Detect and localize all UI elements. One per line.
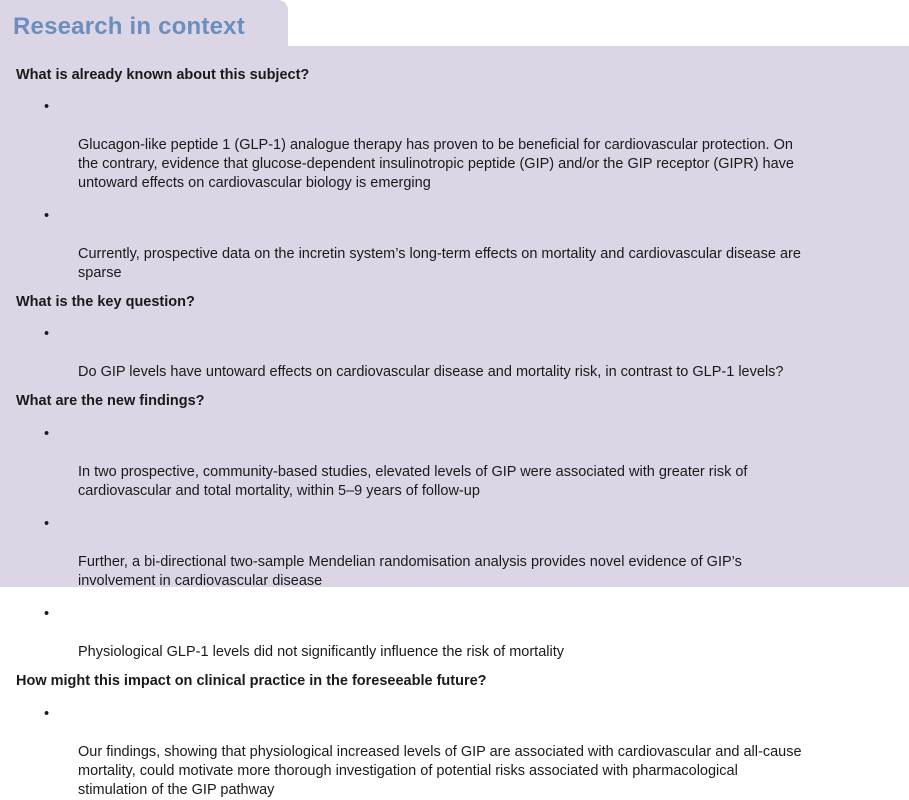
section-heading-known: What is already known about this subject? [16,67,310,83]
bullet-icon: • [44,326,50,342]
bullet-list-known [16,98,895,283]
page-title: Research in context [13,13,245,40]
bullet-icon: • [44,606,50,622]
bullet-text: Our findings, showing that physiological increased levels of GIP are associated with cardiovascular and all-cause mortality, could motivate more thorough investigation of potential risks associated with pharmacological stimulation of the GIP pathway [78,744,802,798]
bullet-icon: • [44,208,50,224]
list-item [16,98,895,193]
bullet-icon: • [44,99,50,115]
section-heading-key-question: What is the key question? [16,294,195,310]
title-tab [0,0,288,46]
bullet-list-clinical-impact [16,705,895,800]
bullet-text: Glucagon-like peptide 1 (GLP-1) analogue therapy has proven to be beneficial for cardiovascular protection. On the contrary, evidence that glucose-dependent insulinotropic peptide (GIP) and/or the GIP receptor (GIPR) have untoward effects on cardiovascular biology is emerging [78,137,795,191]
bullet-icon: • [44,516,50,532]
bullet-text: Physiological GLP-1 levels did not significantly influence the risk of mortality [78,644,564,660]
section-heading-clinical-impact: How might this impact on clinical practice in the foreseeable future? [16,673,487,689]
bullet-icon: • [44,706,50,722]
section-heading-new-findings: What are the new findings? [16,393,205,409]
list-item [16,425,895,501]
bullet-text: Do GIP levels have untoward effects on cardiovascular disease and mortality risk, in contrast to GLP-1 levels? [78,364,784,380]
list-item [16,325,895,382]
bullet-text: In two prospective, community-based studies, elevated levels of GIP were associated with greater risk of cardiovascular and total mortality, within 5–9 years of follow-up [78,464,748,499]
bullet-icon: • [44,426,50,442]
list-item [16,705,895,800]
bullet-list-key-question [16,325,895,382]
bullet-text: Currently, prospective data on the incretin system’s long-term effects on mortality and cardiovascular disease are sparse [78,246,801,281]
content [16,64,895,800]
bullet-text: Further, a bi-directional two-sample Mendelian randomisation analysis provides novel evidence of GIP’s involvement in cardiovascular disease [78,554,742,589]
list-item [16,515,895,591]
bullet-list-new-findings [16,425,895,662]
list-item [16,605,895,662]
list-item [16,207,895,283]
